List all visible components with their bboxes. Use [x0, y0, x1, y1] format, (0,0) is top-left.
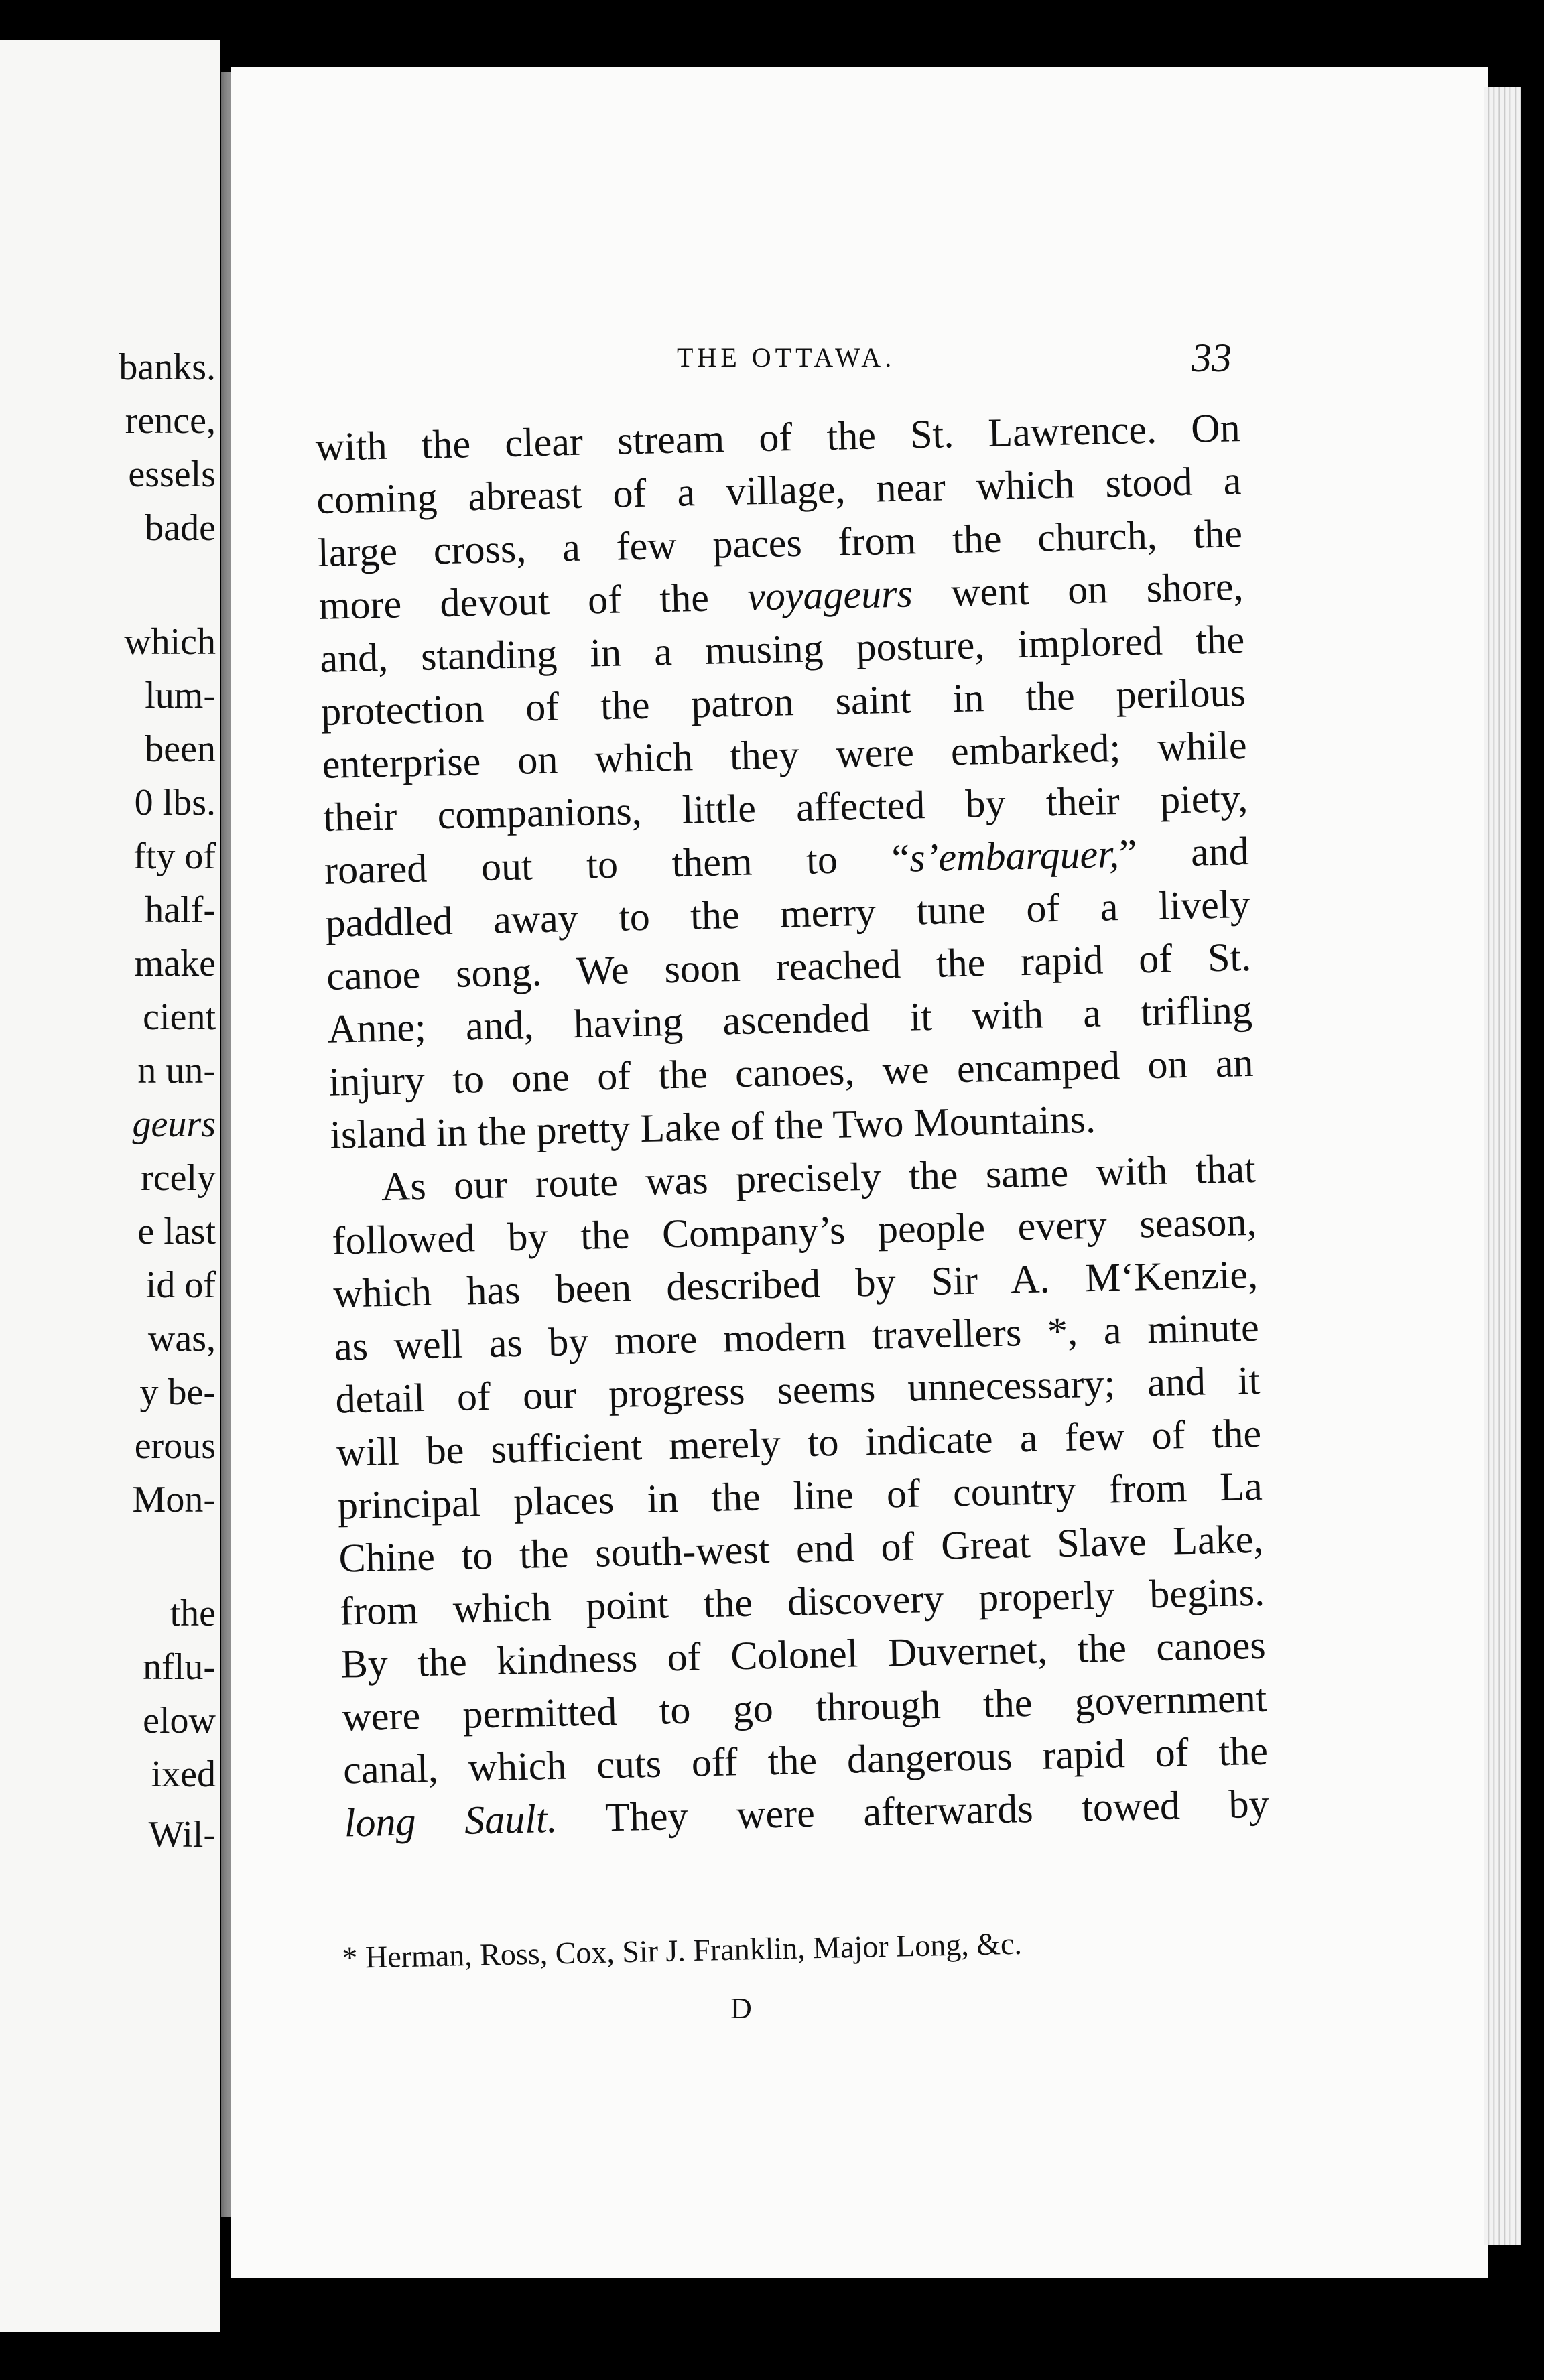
left-page-fragment: elow — [143, 1700, 216, 1741]
text-run: more devout of the — [318, 574, 748, 628]
left-page-fragment: Wil- — [148, 1814, 216, 1855]
facing-page-left — [0, 40, 220, 2332]
italic-run: s’embarquer, — [909, 832, 1120, 880]
left-page-fragment: banks. — [119, 346, 216, 388]
text-run: ” and — [1118, 828, 1250, 876]
left-page-fragment: rence, — [125, 400, 216, 442]
left-page-fragment: id of — [145, 1264, 216, 1306]
left-page-fragment: geurs — [132, 1104, 216, 1145]
left-page-fragment: e last — [137, 1211, 216, 1252]
left-page-fragment: make — [134, 943, 216, 984]
footnote: * Herman, Ross, Cox, Sir J. Franklin, Major Long, &c. — [342, 1926, 1023, 1975]
left-page-fragment: rcely — [141, 1157, 216, 1199]
text-run: canal, which cuts off the dangerous rapid of the — [342, 1728, 1269, 1792]
left-page-fragment: been — [145, 728, 216, 770]
text-run: followed by the Company’s people every season, — [331, 1199, 1258, 1263]
text-run: which has been described by Sir A. M‘Kenzie, — [332, 1252, 1259, 1316]
text-run: coming abreast of a village, near which stood a — [316, 458, 1242, 522]
text-run: Anne; and, having ascended it with a trifling — [327, 987, 1253, 1051]
left-page-fragment: Mon- — [132, 1479, 216, 1520]
text-run: were permitted to go through the government — [341, 1675, 1267, 1739]
left-page-fragment: n un- — [137, 1050, 216, 1092]
text-run: their companions, little affected by their piety, — [322, 775, 1248, 840]
left-page-fragment: cient — [143, 996, 216, 1038]
text-run: principal places in the line of country from La — [337, 1463, 1263, 1528]
running-head: THE OTTAWA. — [677, 342, 896, 373]
text-run: large cross, a few paces from the church, the — [317, 511, 1243, 575]
italic-run: long Sault. — [344, 1796, 558, 1845]
italic-run: voyageurs — [747, 571, 913, 619]
left-page-fragment: was, — [147, 1318, 216, 1360]
text-run: Chine to the south-west end of Great Slave Lake, — [338, 1516, 1264, 1581]
text-run: protection of the patron saint in the perilous — [320, 670, 1246, 734]
left-page-fragment: nflu- — [143, 1646, 216, 1688]
page-number: 33 — [1192, 336, 1232, 380]
left-page-fragment: lum- — [145, 675, 216, 716]
left-page-fragment: the — [170, 1593, 216, 1634]
text-run: By the kindness of Colonel Duvernet, the canoes — [340, 1622, 1267, 1687]
text-run: detail of our progress seems unnecessary; and it — [334, 1358, 1261, 1422]
text-run: They were afterwards towed by — [556, 1781, 1270, 1841]
left-page-fragment: erous — [134, 1425, 216, 1467]
text-run: and, standing in a musing posture, implored the — [319, 617, 1245, 681]
text-run: canoe song. We soon reached the rapid of St. — [326, 934, 1252, 998]
text-run: from which point the discovery properly begins. — [339, 1569, 1265, 1634]
left-page-fragment: ixed — [151, 1754, 216, 1795]
left-page-fragment: y be- — [139, 1372, 216, 1413]
text-run: went on shore, — [912, 564, 1244, 616]
page-stack-edge — [1484, 87, 1521, 2245]
text-run: As our route was precisely the same with that — [381, 1146, 1257, 1209]
text-run: will be sufficient merely to indicate a few of the — [336, 1410, 1262, 1475]
left-page-fragment: fty of — [133, 836, 216, 877]
text-run: enterprise on which they were embarked; while — [322, 722, 1248, 787]
text-run: injury to one of the canoes, we encamped on an — [328, 1040, 1254, 1104]
body-text — [315, 401, 1269, 1849]
text-run: paddled away to the merry tune of a lively — [325, 881, 1251, 945]
left-page-fragment: 0 lbs. — [134, 782, 216, 823]
left-page-fragment: half- — [145, 889, 216, 931]
left-page-fragment: which — [124, 621, 216, 663]
left-page-fragment: bade — [145, 507, 216, 549]
signature-mark: D — [730, 1992, 752, 2025]
text-run: island in the pretty Lake of the Two Mountains. — [329, 1096, 1096, 1157]
text-run: as well as by more modern travellers *, a minute — [334, 1305, 1260, 1369]
text-run: with the clear stream of the St. Lawrence. On — [315, 405, 1241, 469]
text-run: roared out to them to “ — [324, 836, 910, 892]
left-page-fragment: essels — [128, 454, 216, 495]
